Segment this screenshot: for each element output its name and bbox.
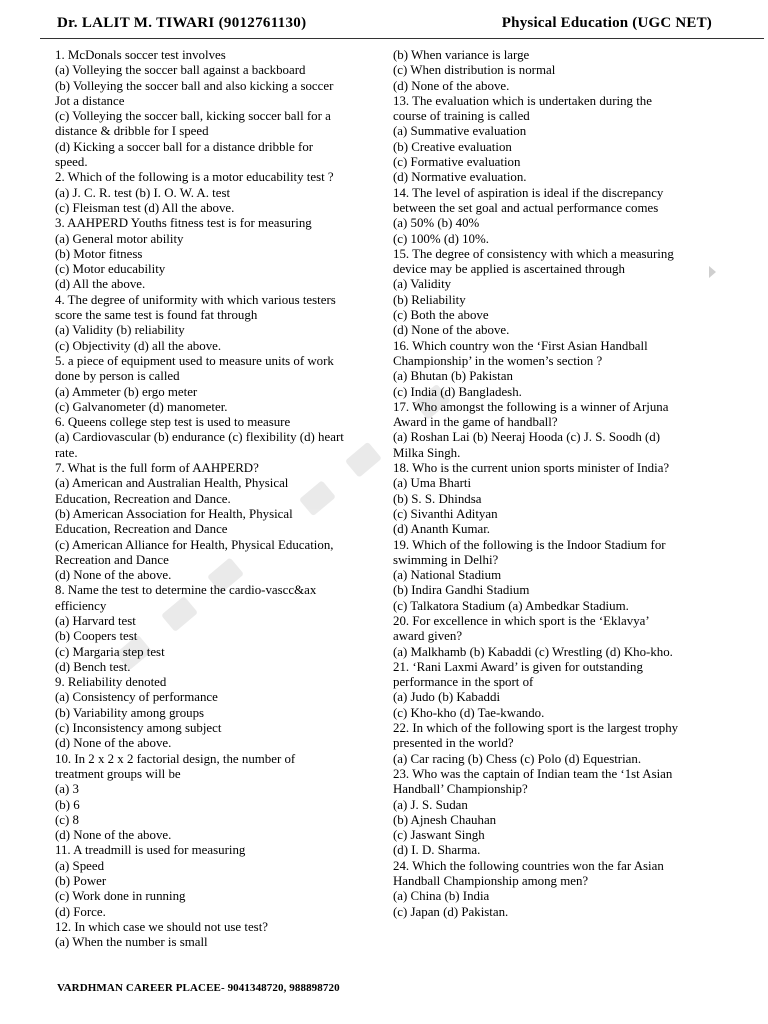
text-line: swimming in Delhi? <box>393 552 499 567</box>
text-line: score the same test is found fat through <box>55 308 258 323</box>
text-line: 6. Queens college step test is used to measure <box>55 415 291 430</box>
text-line: 10. In 2 x 2 x 2 factorial design, the number of <box>55 751 296 766</box>
text-line: (b) S. S. Dhindsa <box>393 491 482 506</box>
text-line: (c) Work done in running <box>55 889 186 904</box>
text-line: 12. In which case we should not use test? <box>55 919 269 934</box>
text-line: efficiency <box>55 598 107 613</box>
text-line: (b) Ajnesh Chauhan <box>393 812 497 827</box>
text-line: (d) Ananth Kumar. <box>393 522 491 537</box>
text-line: 23. Who was the captain of Indian team the ‘1st Asian <box>393 766 673 781</box>
text-line: treatment groups will be <box>55 766 181 781</box>
text-line: performance in the sport of <box>393 675 534 690</box>
text-line: (b) Motor fitness <box>55 246 143 261</box>
text-line: between the set goal and actual performance comes <box>393 200 659 215</box>
text-line: (d) None of the above. <box>55 568 172 583</box>
text-line: (a) Roshan Lai (b) Neeraj Hooda (c) J. S. Soodh (d) <box>393 430 661 445</box>
text-line: (a) Malkhamb (b) Kabaddi (c) Wrestling (d) Kho-kho. <box>393 644 673 659</box>
text-line: (a) Volleying the soccer ball against a backboard <box>55 63 306 78</box>
text-line: (b) When variance is large <box>393 48 530 62</box>
text-line: (c) Japan (d) Pakistan. <box>393 904 509 919</box>
text-line: (a) Judo (b) Kabaddi <box>393 690 501 705</box>
text-line: distance & dribble for I speed <box>55 124 209 139</box>
text-line: 19. Which of the following is the Indoor Stadium for <box>393 537 666 552</box>
text-line: (b) Volleying the soccer ball and also kicking a soccer <box>55 78 334 93</box>
text-line: (c) Sivanthi Adityan <box>393 506 498 521</box>
text-line: 8. Name the test to determine the cardio-vascc&ax <box>55 583 317 598</box>
text-line: 15. The degree of consistency with which a measuring <box>393 246 674 261</box>
text-line: (d) Kicking a soccer ball for a distance dribble for <box>55 139 314 154</box>
text-line: award given? <box>393 629 463 644</box>
text-line: (c) Galvanometer (d) manometer. <box>55 399 228 414</box>
text-line: (a) Bhutan (b) Pakistan <box>393 369 513 384</box>
text-line: (c) Formative evaluation <box>393 155 521 170</box>
text-line: (d) None of the above. <box>393 323 510 338</box>
text-line: (a) Cardiovascular (b) endurance (c) flexibility (d) heart <box>55 430 344 445</box>
text-line: 13. The evaluation which is undertaken during the <box>393 93 652 108</box>
text-line: 22. In which of the following sport is the largest trophy <box>393 721 679 736</box>
text-line: Award in the game of handball? <box>393 415 558 430</box>
text-line: (c) American Alliance for Health, Physical Education, <box>55 537 334 552</box>
text-line: (d) None of the above. <box>393 78 510 93</box>
question-column-left <box>55 48 380 951</box>
text-line: 3. AAHPERD Youths fitness test is for measuring <box>55 216 312 231</box>
text-line: course of training is called <box>393 109 530 124</box>
text-line: (c) Margaria step test <box>55 644 165 659</box>
text-line: 4. The degree of uniformity with which various testers <box>55 292 336 307</box>
text-line: (c) When distribution is normal <box>393 63 556 78</box>
author-name: Dr. LALIT M. TIWARI (9012761130) <box>57 15 307 31</box>
text-line: (a) When the number is small <box>55 935 208 950</box>
text-line: (a) 3 <box>55 782 79 797</box>
text-line: Education, Recreation and Dance <box>55 522 228 537</box>
text-line: (b) Reliability <box>393 292 466 307</box>
text-line: 16. Which country won the ‘First Asian Handball <box>393 338 648 353</box>
text-line: 17. Who amongst the following is a winner of Arjuna <box>393 399 669 414</box>
text-line: 18. Who is the current union sports minister of India? <box>393 461 670 476</box>
chevron-right-icon[interactable] <box>709 266 716 278</box>
text-line: (a) 50% (b) 40% <box>393 216 480 231</box>
text-line: 5. a piece of equipment used to measure units of work <box>55 353 334 368</box>
text-line: 20. For excellence in which sport is the ‘Eklavya’ <box>393 613 650 628</box>
page-header <box>0 0 768 40</box>
text-line: Handball’ Championship? <box>393 782 528 797</box>
header-divider <box>40 38 764 39</box>
text-line: 14. The level of aspiration is ideal if the discrepancy <box>393 185 664 200</box>
question-column-right <box>393 48 715 920</box>
text-line: Jot a distance <box>55 93 125 108</box>
text-line: Education, Recreation and Dance. <box>55 491 231 506</box>
text-line: (d) I. D. Sharma. <box>393 843 481 858</box>
text-line: (a) General motor ability <box>55 231 184 246</box>
text-line: (a) Speed <box>55 858 105 873</box>
text-line: (a) J. S. Sudan <box>393 797 468 812</box>
text-line: Championship’ in the women’s section ? <box>393 353 603 368</box>
text-line: (a) Harvard test <box>55 613 136 628</box>
text-line: (a) National Stadium <box>393 568 502 583</box>
text-line: (a) Car racing (b) Chess (c) Polo (d) Equestrian. <box>393 751 642 766</box>
text-line: (c) Both the above <box>393 308 489 323</box>
text-line: Milka Singh. <box>393 445 461 460</box>
text-line: (a) Summative evaluation <box>393 124 527 139</box>
text-line: (b) Creative evaluation <box>393 139 512 154</box>
text-line: (b) 6 <box>55 797 80 812</box>
text-line: 21. ‘Rani Laxmi Award’ is given for outstanding <box>393 659 643 674</box>
text-line: (b) Variability among groups <box>55 705 205 720</box>
text-line: (c) 100% (d) 10%. <box>393 231 489 246</box>
text-line: (b) Power <box>55 874 107 889</box>
text-line: (a) Validity (b) reliability <box>55 323 185 338</box>
text-line: Recreation and Dance <box>55 552 169 567</box>
text-line: (d) Force. <box>55 904 106 919</box>
text-line: rate. <box>55 445 78 460</box>
text-line: (a) American and Australian Health, Physical <box>55 476 289 491</box>
text-line: presented in the world? <box>393 736 514 751</box>
text-line: 1. McDonals soccer test involves <box>55 48 226 62</box>
text-line: (c) Kho-kho (d) Tae-kwando. <box>393 705 545 720</box>
text-line: (a) Validity <box>393 277 452 292</box>
text-line: device may be applied is ascertained through <box>393 262 625 277</box>
text-line: (b) Indira Gandhi Stadium <box>393 583 530 598</box>
text-line: (c) Jaswant Singh <box>393 828 485 843</box>
text-line: (b) American Association for Health, Physical <box>55 506 293 521</box>
text-line: (d) All the above. <box>55 277 146 292</box>
text-line: 7. What is the full form of AAHPERD? <box>55 461 259 476</box>
text-line: (d) Bench test. <box>55 659 131 674</box>
text-line: (a) Consistency of performance <box>55 690 218 705</box>
subject-title: Physical Education (UGC NET) <box>501 15 712 31</box>
text-line: (a) J. C. R. test (b) I. O. W. A. test <box>55 185 231 200</box>
text-line: 24. Which the following countries won the far Asian <box>393 858 664 873</box>
text-line: (b) Coopers test <box>55 629 138 644</box>
text-line: (d) None of the above. <box>55 736 172 751</box>
page-footer: VARDHMAN CAREER PLACEE- 9041348720, 988898720 <box>57 982 340 994</box>
text-line: (d) None of the above. <box>55 828 172 843</box>
text-line: (a) Uma Bharti <box>393 476 472 491</box>
text-line: speed. <box>55 155 88 170</box>
text-line: 2. Which of the following is a motor educability test ? <box>55 170 334 185</box>
text-line: (c) 8 <box>55 812 79 827</box>
text-line: 11. A treadmill is used for measuring <box>55 843 246 858</box>
text-line: (c) Talkatora Stadium (a) Ambedkar Stadium. <box>393 598 629 613</box>
text-line: (a) China (b) India <box>393 889 490 904</box>
text-line: (c) Volleying the soccer ball, kicking soccer ball for a <box>55 109 331 124</box>
text-line: (c) Fleisman test (d) All the above. <box>55 200 235 215</box>
text-line: (c) Motor educability <box>55 262 166 277</box>
text-line: (a) Ammeter (b) ergo meter <box>55 384 198 399</box>
text-line: (c) India (d) Bangladesh. <box>393 384 522 399</box>
text-line: (d) Normative evaluation. <box>393 170 527 185</box>
text-line: (c) Inconsistency among subject <box>55 721 222 736</box>
text-line: 9. Reliability denoted <box>55 675 167 690</box>
text-line: Handball Championship among men? <box>393 874 589 889</box>
text-line: (c) Objectivity (d) all the above. <box>55 338 222 353</box>
text-line: done by person is called <box>55 369 180 384</box>
